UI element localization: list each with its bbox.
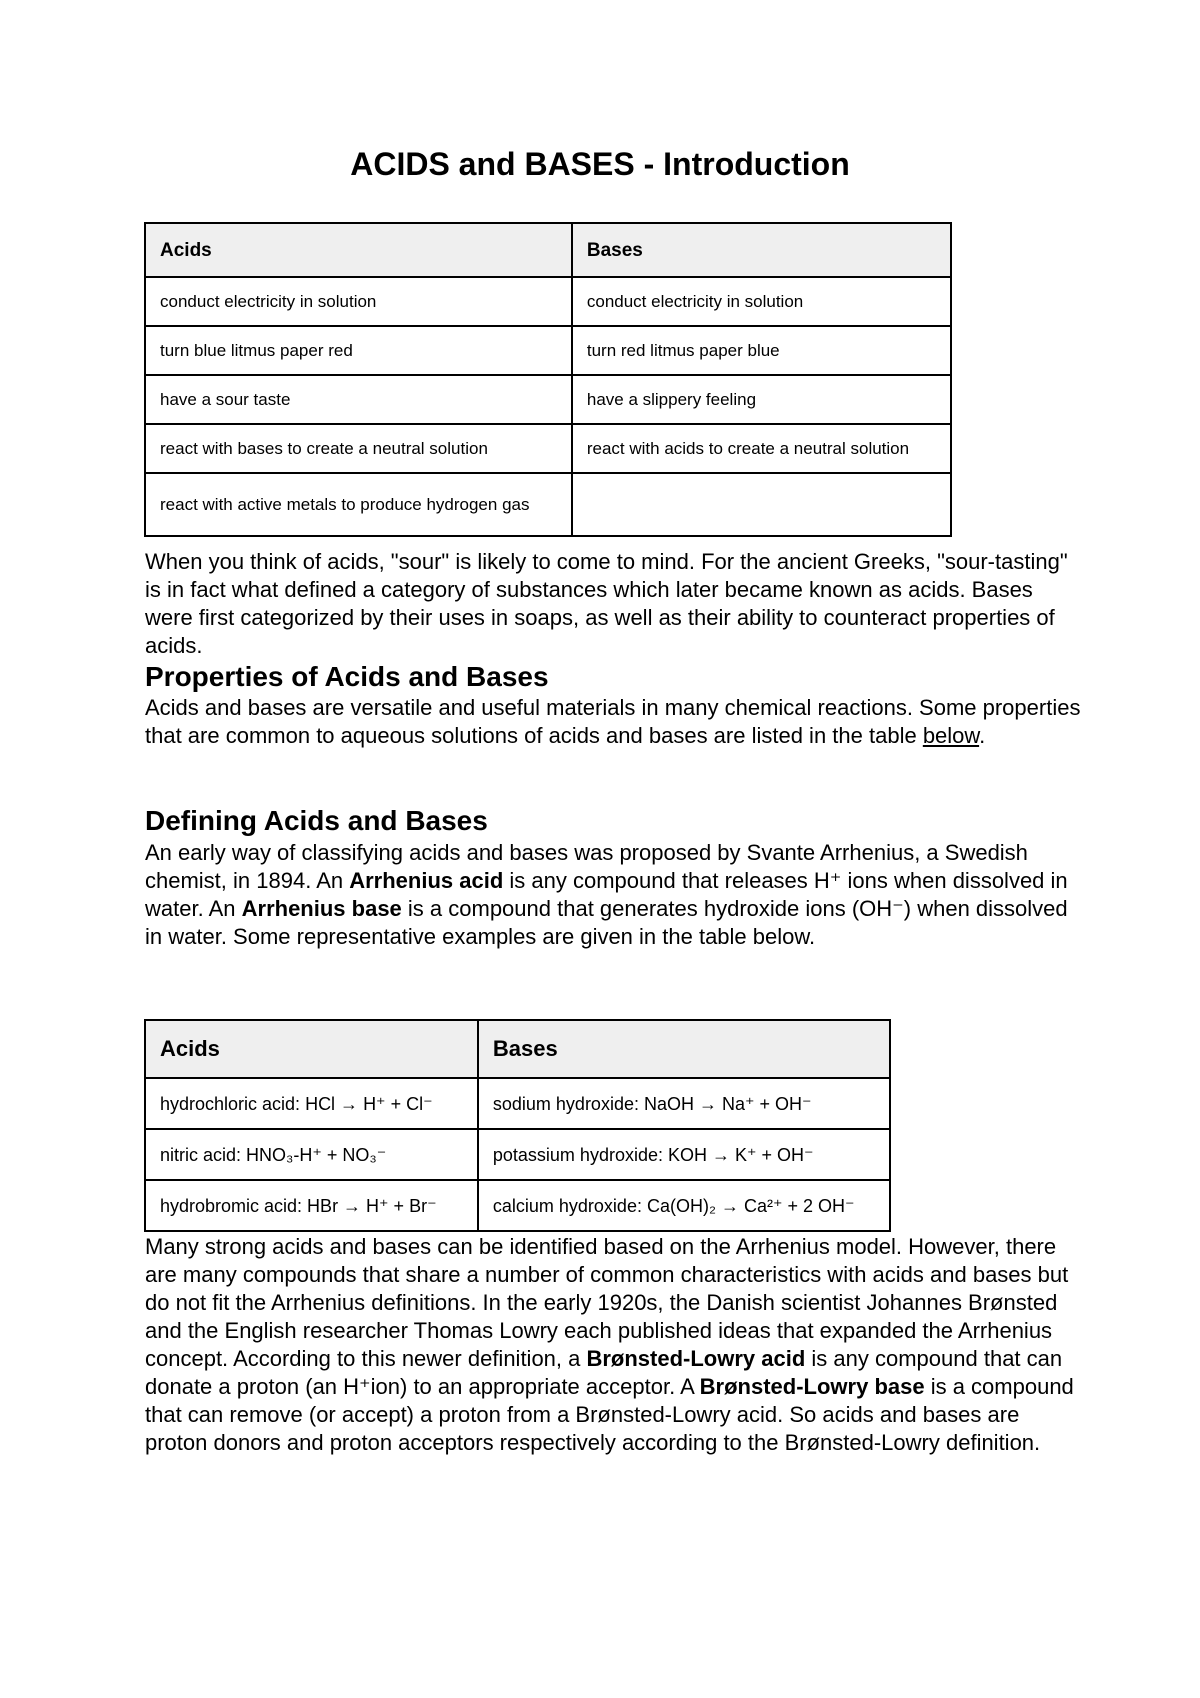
below-link[interactable]: below <box>922 723 980 748</box>
acid-property: conduct electricity in solution <box>145 277 572 326</box>
defining-paragraph <box>145 839 1085 951</box>
table-row <box>145 1129 890 1180</box>
base-example: calcium hydroxide: Ca(OH)₂ → Ca²⁺ + 2 OH⁻ <box>478 1180 890 1231</box>
base-property: turn red litmus paper blue <box>572 326 951 375</box>
acid-example: hydrobromic acid: HBr → H⁺ + Br⁻ <box>145 1180 478 1231</box>
examples-table <box>144 1019 891 1232</box>
properties-paragraph <box>145 694 1085 750</box>
acid-property: turn blue litmus paper red <box>145 326 572 375</box>
page-title: ACIDS and BASES - Introduction <box>350 146 850 182</box>
table-header-row <box>145 223 951 277</box>
acid-property: react with active metals to produce hydrogen gas <box>145 473 572 536</box>
header-acids: Acids <box>145 223 572 277</box>
base-property <box>572 473 951 536</box>
acid-example: nitric acid: HNO₃-H⁺ + NO₃⁻ <box>145 1129 478 1180</box>
header-bases: Bases <box>572 223 951 277</box>
arrhenius-base-term: Arrhenius base <box>241 896 402 921</box>
base-property: conduct electricity in solution <box>572 277 951 326</box>
acid-property: react with bases to create a neutral solution <box>145 424 572 473</box>
defining-text-2: is any compound that releases H⁺ ions when dissolved in water. An <box>145 868 1068 921</box>
bronsted-base-term: Brønsted-Lowry base <box>699 1374 925 1399</box>
properties-table <box>144 222 952 537</box>
properties-text: Acids and bases are versatile and useful materials in many chemical reactions. Some properties that are common to aqueous solutions of acids and bases are listed in the table <box>145 695 1081 748</box>
bronsted-acid-term: Brønsted-Lowry acid <box>586 1346 806 1371</box>
arrhenius-acid-term: Arrhenius acid <box>349 868 504 893</box>
defining-text-3: is a compound that generates hydroxide ions (OH⁻) when dissolved in water. Some representative examples are given in the table below. <box>145 896 1068 949</box>
acid-property: have a sour taste <box>145 375 572 424</box>
intro-paragraph: When you think of acids, "sour" is likely to come to mind. For the ancient Greeks, "sour-tasting" is in fact what defined a category of substances which later became known as acids. Bases were first categorized by their uses in soaps, as well as their ability to counteract properties of acids. <box>145 549 1068 658</box>
base-example: potassium hydroxide: KOH → K⁺ + OH⁻ <box>478 1129 890 1180</box>
table-row <box>145 1078 890 1129</box>
properties-heading: Properties of Acids and Bases <box>145 661 549 692</box>
properties-text-end: . <box>979 723 986 748</box>
acid-example: hydrochloric acid: HCl → H⁺ + Cl⁻ <box>145 1078 478 1129</box>
base-property: react with acids to create a neutral solution <box>572 424 951 473</box>
table-row <box>145 375 951 424</box>
base-example: sodium hydroxide: NaOH → Na⁺ + OH⁻ <box>478 1078 890 1129</box>
closing-text-3: is a compound that can remove (or accept) a proton from a Brønsted-Lowry acid. So acids and bases are proton donors and proton acceptors respectively according to the Brønsted-Lowry definition. <box>145 1374 1074 1455</box>
header-acids: Acids <box>145 1020 478 1078</box>
defining-text-1: An early way of classifying acids and bases was proposed by Svante Arrhenius, a Swedish chemist, in 1894. An <box>145 840 1028 893</box>
base-property: have a slippery feeling <box>572 375 951 424</box>
table-row <box>145 424 951 473</box>
table-row <box>145 1180 890 1231</box>
header-bases: Bases <box>478 1020 890 1078</box>
table-row <box>145 326 951 375</box>
table-header-row <box>145 1020 890 1078</box>
closing-paragraph <box>145 1233 1085 1457</box>
closing-text-1: Many strong acids and bases can be identified based on the Arrhenius model. However, there are many compounds that share a number of common characteristics with acids and bases but do not fit the Arrhenius definitions. In the early 1920s, the Danish scientist Johannes Brønsted and the English researcher Thomas Lowry each published ideas that expanded the Arrhenius concept. According to this newer definition, a <box>145 1234 1069 1371</box>
closing-text-2: is any compound that can donate a proton (an H⁺ion) to an appropriate acceptor. A <box>145 1346 1063 1399</box>
defining-heading: Defining Acids and Bases <box>145 805 488 836</box>
table-row <box>145 277 951 326</box>
table-row <box>145 473 951 536</box>
